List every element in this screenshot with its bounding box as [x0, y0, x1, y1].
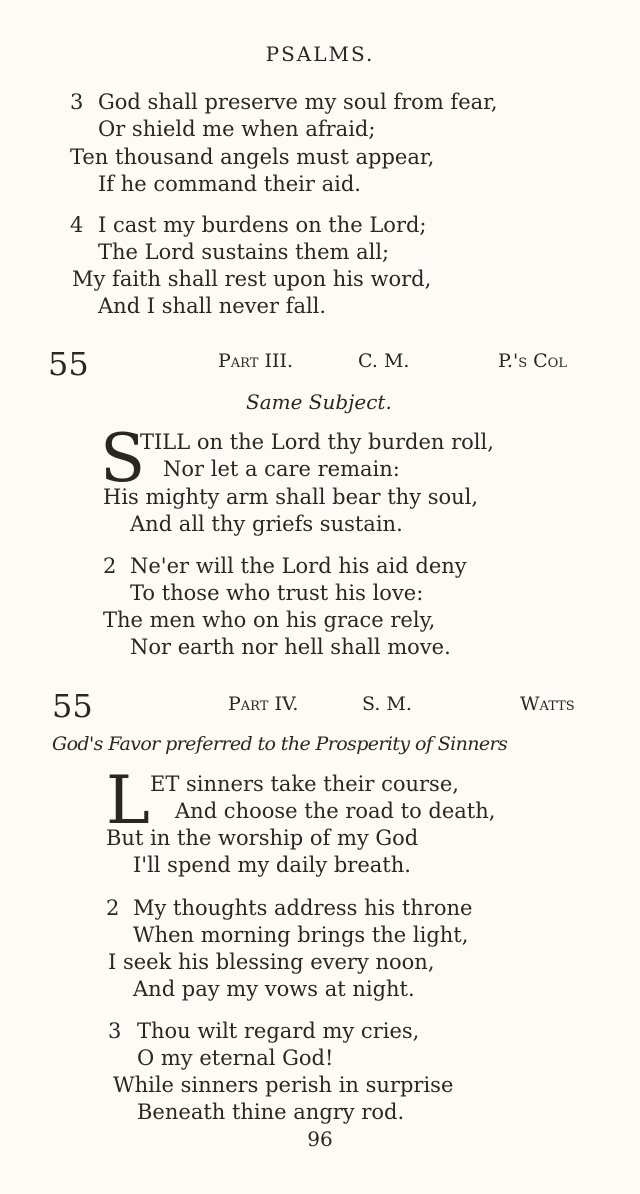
verse-line: Nor let a care remain:	[163, 457, 400, 481]
verse-line: O my eternal God!	[137, 1046, 334, 1070]
verse-line: And pay my vows at night.	[133, 977, 415, 1001]
drop-cap: S	[100, 420, 146, 497]
hymn-meter: C. M.	[358, 350, 410, 372]
verse-line: I'll spend my daily breath.	[133, 853, 411, 877]
verse-line: While sinners perish in surprise	[113, 1073, 454, 1097]
verse-line: Or shield me when afraid;	[98, 117, 376, 141]
verse-line: But in the worship of my God	[106, 826, 419, 850]
verse-line: TILL on the Lord thy burden roll,	[140, 430, 494, 454]
hymn-part: Part IV.	[228, 693, 299, 715]
stanza-number: 4	[70, 213, 84, 237]
verse-line: God shall preserve my soul from fear,	[98, 90, 498, 114]
hymn-number: 55	[48, 345, 89, 383]
verse-line: My faith shall rest upon his word,	[72, 267, 432, 291]
verse-line: And I shall never fall.	[98, 294, 327, 318]
author-name: Watts	[520, 693, 575, 715]
stanza-number: 2	[103, 554, 117, 578]
page-number: 96	[307, 1127, 333, 1151]
verse-line: And all thy griefs sustain.	[130, 512, 403, 536]
hymn-meter: S. M.	[362, 693, 412, 715]
verse-line: If he command their aid.	[98, 172, 361, 196]
verse-line: Beneath thine angry rod.	[137, 1100, 405, 1124]
hymn-number: 55	[52, 687, 93, 725]
stanza-number: 3	[70, 90, 84, 114]
verse-line: His mighty arm shall bear thy soul,	[103, 485, 479, 509]
verse-line: The Lord sustains them all;	[98, 240, 390, 264]
verse-line: The men who on his grace rely,	[103, 608, 436, 632]
verse-line: I cast my burdens on the Lord;	[98, 213, 427, 237]
stanza-number: 2	[106, 896, 120, 920]
running-title: PSALMS.	[265, 42, 375, 66]
verse-line: Thou wilt regard my cries,	[137, 1019, 420, 1043]
drop-cap: L	[106, 762, 150, 839]
verse-line: And choose the road to death,	[175, 799, 496, 823]
tune-name: P.'s Col	[498, 350, 567, 372]
hymn-subject: Same Subject.	[246, 390, 392, 414]
verse-line: Ten thousand angels must appear,	[70, 145, 435, 169]
hymn-subject: God's Favor preferred to the Prosperity of Sinners	[52, 733, 508, 755]
verse-line: ET sinners take their course,	[150, 772, 459, 796]
verse-line: To those who trust his love:	[130, 581, 424, 605]
verse-line: Ne'er will the Lord his aid deny	[130, 554, 467, 578]
stanza-number: 3	[108, 1019, 122, 1043]
hymn-part: Part III.	[218, 350, 293, 372]
verse-line: My thoughts address his throne	[133, 896, 473, 920]
verse-line: When morning brings the light,	[133, 923, 469, 947]
verse-line: I seek his blessing every noon,	[108, 950, 435, 974]
verse-line: Nor earth nor hell shall move.	[130, 635, 451, 659]
